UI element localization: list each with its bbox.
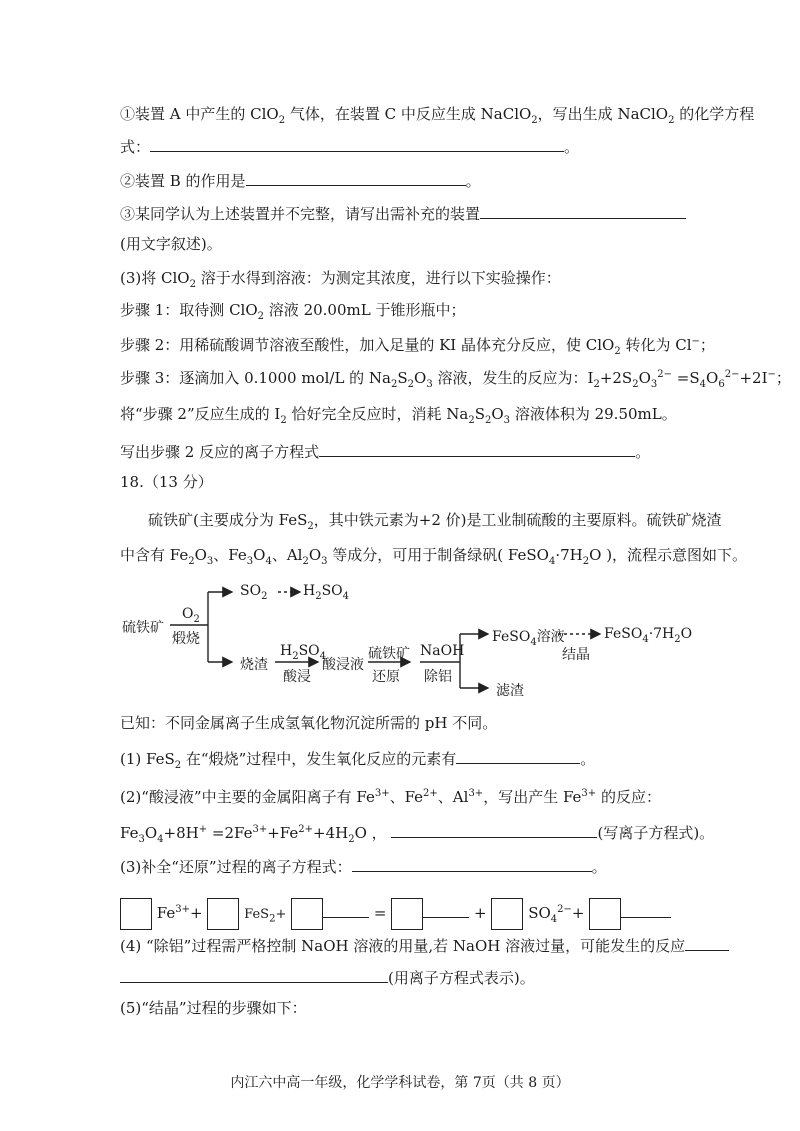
answer-blank[interactable] — [391, 822, 597, 838]
q18-part4-answer: (用离子方程式表示)。 — [120, 967, 535, 988]
q18-part4: (4) “除铝”过程需严格控制 NaOH 溶液的用量,若 NaOH 溶液过量，可能发生的反应 — [120, 935, 729, 956]
q18-part2-equation: $Fe_3O_4+8H^+ =2Fe^{3+}+Fe^{2+}+4H_2O$ ， (写离子方程式)。 — [120, 824, 715, 845]
q17-step1: 步骤 1：取待测 ClO$_2$ 溶液 20.00mL 于锥形瓶中； — [120, 301, 466, 322]
flow-leach-liquid: 酸浸液 — [322, 657, 364, 673]
q17-step3-end: 将“步骤 2”反应生成的 $I_2$ 恰好完全反应时，消耗 $Na_2S_2O_3$ 溶液体积为 29.50mL。 — [120, 405, 677, 426]
q17-item2: ②装置 B 的作用是 。 — [120, 172, 481, 190]
q18-part1: (1) FeS$_2$ 在“煅烧”过程中，发生氧化反应的元素有 。 — [120, 750, 596, 771]
answer-blank[interactable] — [456, 748, 580, 764]
q17-item3-note: (用文字叙述)。 — [120, 235, 222, 253]
flow-reduce: 还原 — [372, 669, 400, 685]
q18-part2: (2)“酸浸液”中主要的金属阳离子有 $Fe^{3+}$、$Fe^{2+}$、$Al^{3+}$，写出产生 $Fe^{3+}$ 的反应： — [120, 788, 661, 806]
flow-remove-al: 除铝 — [424, 669, 452, 685]
coefficient-box[interactable] — [491, 898, 523, 930]
flow-h2so4: $H_2SO_4$ — [303, 583, 350, 602]
flow-acid-leach: 酸浸 — [283, 669, 311, 685]
answer-blank[interactable] — [352, 856, 592, 872]
coefficient-box[interactable] — [120, 898, 152, 930]
answer-blank[interactable] — [120, 967, 388, 983]
q18-part5: (5)“结晶”过程的步骤如下： — [120, 999, 307, 1017]
q18-part3-fill-equation: $Fe^{3+}+ FeS_2+$ = + $SO_4^{2-}+$ — [120, 893, 671, 937]
answer-blank[interactable] — [621, 902, 671, 918]
flow-o2: $O_2$ — [182, 606, 200, 625]
coefficient-box[interactable] — [207, 898, 239, 930]
q17-step2: 步骤 2：用稀硫酸调节溶液至酸性，加入足量的 KI 晶体充分反应，使 ClO$_2$ 转化为 Cl−； — [120, 336, 715, 357]
flow-feso4-solution: FeSO$_4$溶液 — [492, 629, 565, 648]
answer-blank[interactable] — [480, 203, 686, 219]
flow-reduce-top: 硫铁矿 — [368, 646, 410, 662]
coefficient-box[interactable] — [589, 898, 621, 930]
q17-ionic: 写出步骤 2 反应的离子方程式 。 — [120, 443, 651, 461]
q17-item1-answer: 式： 。 — [120, 138, 580, 156]
q18-intro-line2: 中含有 $Fe_2O_3$、$Fe_3O_4$、$Al_2O_3$ 等成分，可用于制备绿矾( $FeSO_4\cdot 7H_2O$ )，流程示意图如下。 — [120, 546, 748, 567]
flow-acid-top: $H_2SO_4$ — [280, 643, 327, 662]
page-footer: 内江六中高一年级，化学学科试卷，第 7页（共 8 页） — [230, 1075, 570, 1091]
q18-intro-line1: 硫铁矿(主要成分为 FeS$_2$，其中铁元素为+2 价)是工业制硫酸的主要原料。硫铁矿烧渣 — [148, 511, 722, 532]
answer-blank[interactable] — [323, 902, 369, 918]
q17-part3: (3)将 ClO$_2$ 溶于水得到溶液：为测定其浓度，进行以下实验操作： — [120, 269, 561, 290]
flow-residue: 滤渣 — [496, 683, 524, 699]
answer-blank[interactable] — [319, 441, 635, 457]
q18-known: 已知：不同金属离子生成氢氧化物沉淀所需的 pH 不同。 — [120, 714, 498, 732]
flow-product: $FeSO_4\cdot 7H_2O$ — [604, 626, 693, 645]
flow-crystal: 结晶 — [562, 647, 590, 663]
q17-item3: ③某同学认为上述装置并不完整，请写出需补充的装置 — [120, 203, 686, 224]
answer-blank[interactable] — [246, 170, 466, 186]
flow-calcine: 煅烧 — [172, 631, 200, 647]
answer-blank[interactable] — [423, 902, 469, 918]
answer-blank[interactable] — [685, 935, 729, 951]
answer-blank[interactable] — [150, 136, 564, 152]
q18-part3: (3)补全“还原”过程的离子方程式： 。 — [120, 858, 607, 876]
flow-naoh: NaOH — [420, 643, 465, 659]
q17-step3: 步骤 3：逐滴加入 0.1000 mol/L 的 $Na_2S_2O_3$ 溶液，发生的反应为：$I_2+2S_2O_3^{2-} =S_4O_6^{2-}+2I^-$； — [120, 369, 791, 390]
q18-header: 18.（13 分） — [120, 473, 213, 491]
flow-ore: 硫铁矿 — [122, 620, 164, 636]
coefficient-box[interactable] — [391, 898, 423, 930]
coefficient-box[interactable] — [291, 898, 323, 930]
q17-item1: ①装置 A 中产生的 ClO$_2$ 气体，在装置 C 中反应生成 NaClO$_2$，写出生成 NaClO$_2$ 的化学方程 — [120, 105, 755, 126]
flow-so2: $SO_2$ — [240, 583, 268, 602]
flow-slag: 烧渣 — [240, 657, 268, 673]
